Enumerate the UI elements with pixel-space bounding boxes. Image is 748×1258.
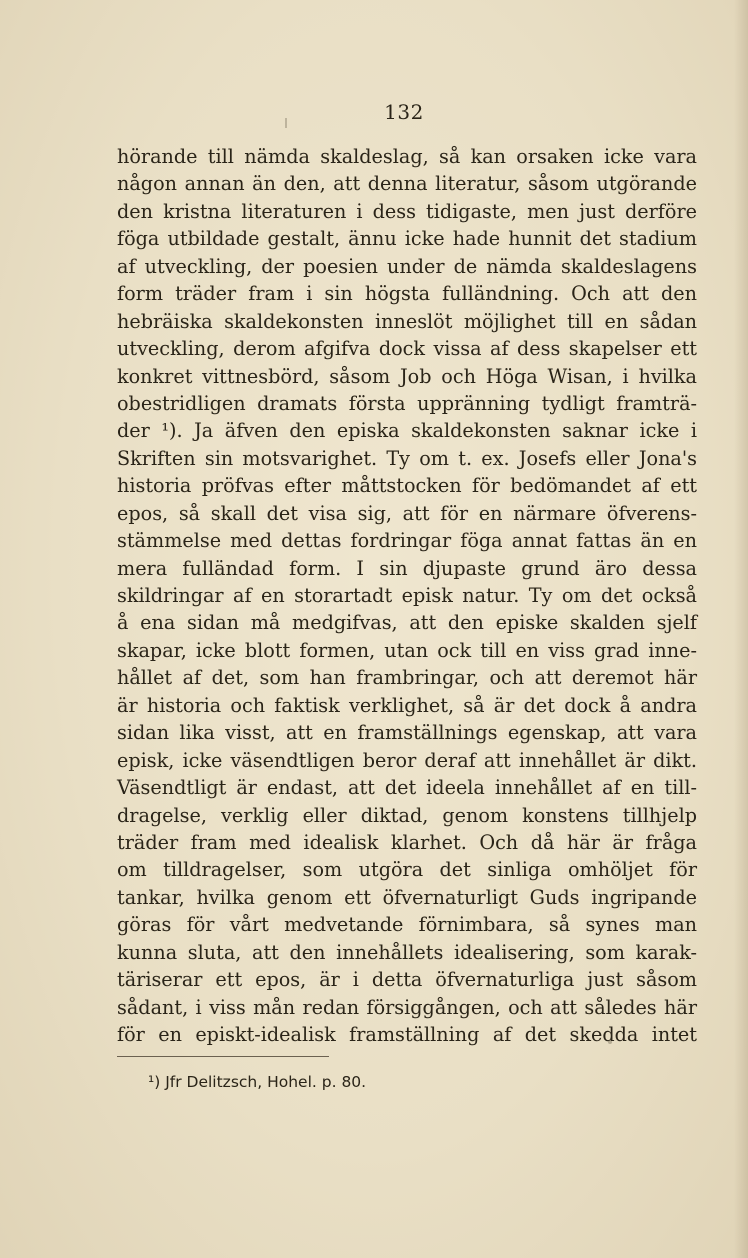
text-line: historia pröfvas efter måttstocken för bedömandet af ett xyxy=(117,474,697,498)
text-line: sidan lika visst, att en framställnings egenskap, att vara xyxy=(117,721,697,745)
text-line: obestridligen dramats första uppränning tydligt framträ- xyxy=(117,391,697,415)
text-line: täriserar ett epos, är i detta öfvernaturliga just såsom xyxy=(117,968,697,992)
text-line: stämmelse med dettas fordringar föga annat fattas än en xyxy=(117,529,697,553)
footnote: ¹) Jfr Delitzsch, Hohel. p. 80. xyxy=(148,1073,367,1091)
text-line: träder fram med idealisk klarhet. Och då här är fråga xyxy=(117,830,697,854)
text-line: om tilldragelser, som utgöra det sinliga omhöljet för xyxy=(117,858,697,882)
text-line: är historia och faktisk verklighet, så är det dock å andra xyxy=(117,693,697,717)
text-line: der ¹). Ja äfven den episka skaldekonsten saknar icke i xyxy=(117,419,697,443)
text-line: för en episkt-idealisk framställning af det skedda intet xyxy=(117,1023,697,1046)
text-line: hebräiska skaldekonsten inneslöt möjlighet till en sådan xyxy=(117,309,697,333)
text-line: utveckling, derom afgifva dock vissa af dess skapelser ett xyxy=(117,337,697,361)
text-line: dragelse, verklig eller diktad, genom konstens tillhjelp xyxy=(117,803,697,827)
text-line: epos, så skall det visa sig, att för en närmare öfverens- xyxy=(117,501,697,525)
page-number: 132 xyxy=(384,100,424,124)
text-line: hållet af det, som han frambringar, och att deremot här xyxy=(117,666,697,690)
text-line: af utveckling, der poesien under de nämda skaldeslagens xyxy=(117,254,697,278)
text-line: skapar, icke blott formen, utan ock till en viss grad inne- xyxy=(117,638,697,662)
text-line: göras för vårt medvetande förnimbara, så synes man xyxy=(117,913,697,937)
text-line: någon annan än den, att denna literatur, såsom utgörande xyxy=(117,172,697,196)
text-line: skildringar af en storartadt episk natur. Ty om det också xyxy=(117,584,697,607)
text-line: form träder fram i sin högsta fulländning. Och att den xyxy=(117,282,697,306)
footnote-rule xyxy=(117,1056,329,1057)
text-line: å ena sidan må medgifvas, att den episke skalden sjelf xyxy=(117,611,697,635)
text-line: Skriften sin motsvarighet. Ty om t. ex. Josefs eller Jona's xyxy=(117,446,697,470)
text-line: hörande till nämda skaldeslag, så kan orsaken icke vara xyxy=(117,145,697,168)
text-line: sådant, i viss mån redan försiggången, och att således här xyxy=(117,995,697,1019)
text-line: konkret vittnesbörd, såsom Job och Höga Wisan, i hvilka xyxy=(117,364,697,388)
text-line: tankar, hvilka genom ett öfvernaturligt Guds ingripande xyxy=(117,885,697,909)
text-line: mera fulländad form. I sin djupaste grund äro dessa xyxy=(117,556,697,580)
text-line: föga utbildade gestalt, ännu icke hade hunnit det stadium xyxy=(117,227,697,251)
text-line: den kristna literaturen i dess tidigaste, men just derföre xyxy=(117,199,697,223)
text-line: episk, icke väsendtligen beror deraf att innehållet är dikt. xyxy=(117,748,697,772)
text-line: Väsendtligt är endast, att det ideela innehållet af en till- xyxy=(117,776,697,800)
text-line: kunna sluta, att den innehållets idealisering, som karak- xyxy=(117,940,697,964)
body-text xyxy=(117,143,697,1048)
page-edge-shadow xyxy=(734,0,748,1258)
